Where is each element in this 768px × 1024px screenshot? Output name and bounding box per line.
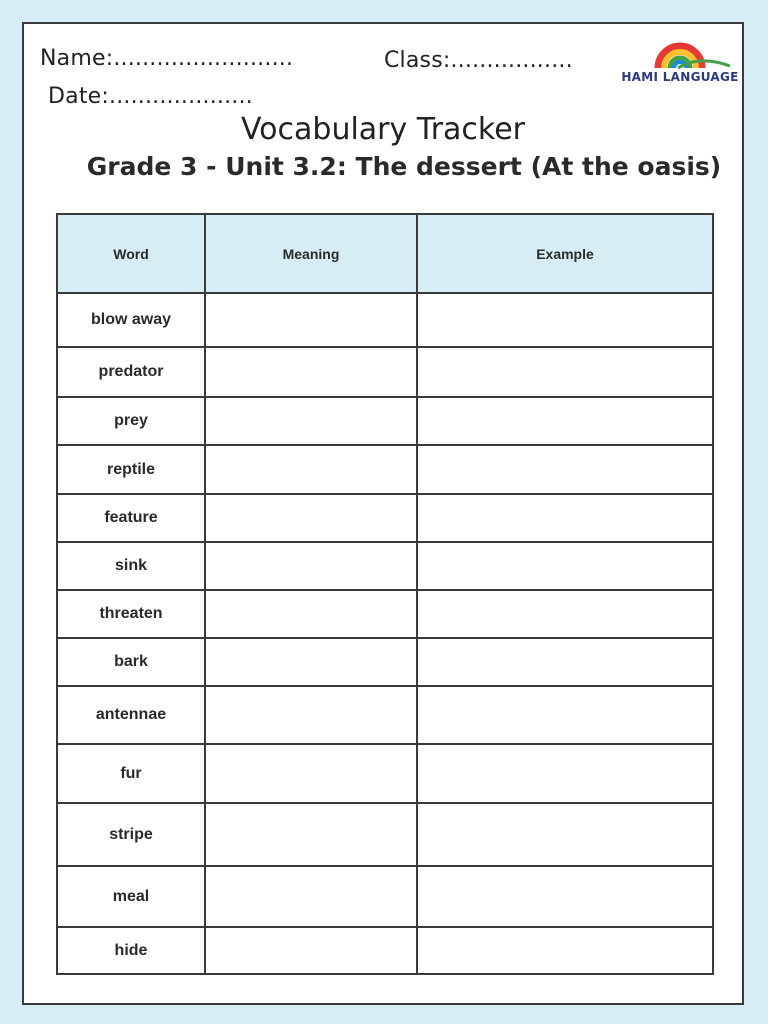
meaning-cell[interactable] [205,445,417,494]
example-cell[interactable] [417,293,713,347]
word-cell: antennae [57,686,205,744]
word-cell: stripe [57,803,205,866]
example-cell[interactable] [417,590,713,638]
meaning-cell[interactable] [205,590,417,638]
word-cell: sink [57,542,205,590]
example-cell[interactable] [417,347,713,397]
hami-language-logo [618,32,742,92]
table-row [57,686,713,744]
word-cell: reptile [57,445,205,494]
word-cell: feature [57,494,205,542]
name-field[interactable]: Name:......................... [40,46,294,71]
example-cell[interactable] [417,445,713,494]
meaning-cell[interactable] [205,744,417,803]
table-row [57,494,713,542]
example-cell[interactable] [417,744,713,803]
word-cell: predator [57,347,205,397]
table-row [57,638,713,686]
vocabulary-table [56,213,714,975]
table-row [57,397,713,445]
worksheet [22,22,744,1005]
example-cell[interactable] [417,542,713,590]
table-row [57,542,713,590]
table-row [57,744,713,803]
brand-name: HAMI LANGUAGE [621,70,739,84]
example-cell[interactable] [417,927,713,974]
meaning-cell[interactable] [205,293,417,347]
word-cell: blow away [57,293,205,347]
example-cell[interactable] [417,638,713,686]
meaning-cell[interactable] [205,638,417,686]
meaning-cell[interactable] [205,927,417,974]
table-header-row [57,214,713,293]
page-title: Vocabulary Tracker [240,112,526,147]
word-cell: threaten [57,590,205,638]
date-field[interactable]: Date:.................... [48,84,253,109]
class-field[interactable]: Class:................. [384,48,573,73]
example-cell[interactable] [417,803,713,866]
meaning-cell[interactable] [205,397,417,445]
word-cell: hide [57,927,205,974]
meaning-cell[interactable] [205,494,417,542]
meaning-cell[interactable] [205,347,417,397]
table-row [57,445,713,494]
word-cell: bark [57,638,205,686]
meaning-cell[interactable] [205,866,417,927]
meaning-cell[interactable] [205,542,417,590]
table-row [57,803,713,866]
table-row [57,866,713,927]
table-row [57,347,713,397]
example-cell[interactable] [417,866,713,927]
word-cell: prey [57,397,205,445]
column-header-word: Word [57,214,205,293]
meaning-cell[interactable] [205,803,417,866]
example-cell[interactable] [417,494,713,542]
table-row [57,590,713,638]
column-header-meaning: Meaning [205,214,417,293]
column-header-example: Example [417,214,713,293]
word-cell: meal [57,866,205,927]
word-cell: fur [57,744,205,803]
table-row [57,293,713,347]
example-cell[interactable] [417,397,713,445]
example-cell[interactable] [417,686,713,744]
page-subtitle: Grade 3 - Unit 3.2: The dessert (At the oasis) [86,152,722,181]
meaning-cell[interactable] [205,686,417,744]
table-row [57,927,713,974]
rainbow-icon [618,32,742,72]
